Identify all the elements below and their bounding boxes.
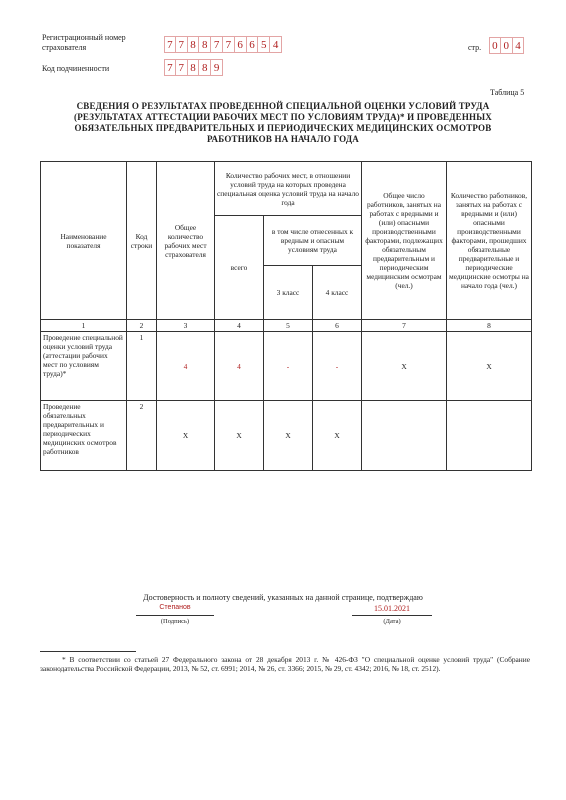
- subordination-code-label: Код подчиненности: [42, 64, 110, 73]
- page-digit[interactable]: 0: [489, 37, 501, 54]
- header-code: Код строки: [127, 162, 157, 320]
- row1-col6[interactable]: -: [313, 332, 362, 401]
- signature-block: [136, 604, 214, 625]
- colnum: 5: [264, 320, 313, 332]
- row1-col8: Х: [447, 332, 532, 401]
- row2-col4: Х: [215, 401, 264, 471]
- code-digit[interactable]: 8: [199, 59, 211, 76]
- row1-name: Проведение специальной оценки условий труда (аттестации рабочих мест по условиям труда)*: [41, 332, 127, 401]
- reg-number-label: Регистрационный номер страхователя: [42, 33, 126, 52]
- confirmation-text: Достоверность и полноту сведений, указанных на данной странице, подтверждаю: [143, 593, 423, 602]
- row1-col4[interactable]: 4: [215, 332, 264, 401]
- row2-col6: Х: [313, 401, 362, 471]
- row2-name: Проведение обязательных предварительных и периодических медицинских осмотров работников: [41, 401, 127, 471]
- reg-number-digit[interactable]: 7: [176, 36, 188, 53]
- reg-number-digit[interactable]: 6: [235, 36, 247, 53]
- row2-col8[interactable]: [447, 401, 532, 471]
- subordination-code-boxes[interactable]: [164, 59, 223, 76]
- row1-col5[interactable]: -: [264, 332, 313, 401]
- header-total: Общее количество рабочих мест страхователя: [157, 162, 215, 320]
- page-number-boxes[interactable]: [489, 37, 524, 54]
- reg-number-digit[interactable]: 5: [258, 36, 270, 53]
- colnum: 4: [215, 320, 264, 332]
- header-col7: Общее число работников, занятых на работах с вредными и (или) опасными производственными факторами, подлежащих обязательным предварительным и периодическим медицинским осмотрам (чел.): [362, 162, 447, 320]
- table-row: [41, 401, 532, 471]
- colnum: 8: [447, 320, 532, 332]
- signature-caption: (Подпись): [160, 618, 190, 625]
- row1-col3[interactable]: 4: [157, 332, 215, 401]
- header-class3: 3 класс: [264, 266, 313, 320]
- reg-number-digit[interactable]: 8: [188, 36, 200, 53]
- colnum: 2: [127, 320, 157, 332]
- page-digit[interactable]: 4: [513, 37, 525, 54]
- colnum: 6: [313, 320, 362, 332]
- row2-code: 2: [127, 401, 157, 471]
- colnum: 3: [157, 320, 215, 332]
- page-title: СВЕДЕНИЯ О РЕЗУЛЬТАТАХ ПРОВЕДЕННОЙ СПЕЦИАЛЬНОЙ ОЦЕНКИ УСЛОВИЙ ТРУДА (РЕЗУЛЬТАТАХ АТТЕСТАЦИИ РАБОЧИХ МЕСТ ПО УСЛОВИЯМ ТРУДА)* И ПРОВЕДЕННЫХ ОБЯЗАТЕЛЬНЫХ ПРЕДВАРИТЕЛЬНЫХ И ПЕРИОДИЧЕСКИХ МЕДИЦИНСКИХ ОСМОТРОВ РАБОТНИКОВ НА НАЧАЛО ГОДА: [74, 101, 492, 144]
- header-group: Количество рабочих мест, в отношении условий труда на которых проведена специальная оценка условий труда на начало года: [215, 162, 362, 216]
- results-table: [40, 161, 532, 471]
- footnote-divider: [40, 651, 136, 652]
- code-digit[interactable]: 7: [176, 59, 188, 76]
- page-digit[interactable]: 0: [501, 37, 513, 54]
- code-digit[interactable]: 8: [188, 59, 200, 76]
- reg-number-digit[interactable]: 7: [223, 36, 235, 53]
- colnum: 1: [41, 320, 127, 332]
- table-row: [41, 332, 532, 401]
- reg-number-digit[interactable]: 7: [211, 36, 223, 53]
- date-block: [352, 604, 432, 625]
- row1-code: 1: [127, 332, 157, 401]
- code-digit[interactable]: 9: [211, 59, 223, 76]
- code-digit[interactable]: 7: [164, 59, 176, 76]
- page-label: стр.: [468, 43, 482, 52]
- header-incl: в том числе отнесенных к вредным и опасным условиям труда: [264, 216, 362, 266]
- colnum: 7: [362, 320, 447, 332]
- header-name: Наименование показателя: [41, 162, 127, 320]
- row2-col3: Х: [157, 401, 215, 471]
- row1-col7: Х: [362, 332, 447, 401]
- date-caption: (Дата): [383, 618, 401, 625]
- table-number: Таблица 5: [490, 88, 525, 97]
- date-value[interactable]: 15.01.2021: [352, 604, 432, 616]
- signature-value[interactable]: Степанов: [136, 604, 214, 616]
- reg-number-digit[interactable]: 6: [247, 36, 259, 53]
- header-col8: Количество работников, занятых на работах с вредными и (или) опасными производственными факторами, прошедших обязательные предварительные и периодические медицинские осмотры на начало года (чел.): [447, 162, 532, 320]
- row2-col7[interactable]: [362, 401, 447, 471]
- reg-number-digit[interactable]: 8: [199, 36, 211, 53]
- reg-number-digit[interactable]: 4: [270, 36, 282, 53]
- reg-number-boxes[interactable]: [164, 36, 282, 53]
- row2-col5: Х: [264, 401, 313, 471]
- header-all: всего: [215, 216, 264, 320]
- header-class4: 4 класс: [313, 266, 362, 320]
- footnote: * В соответствии со статьей 27 Федерального закона от 28 декабря 2013 г. № 426-ФЗ "О специальной оценке условий труда" (Собрание законодательства Российской Федерации, 2013, № 52, ст. 6991; 2014, № 26, ст. 3366; 2015, № 29, ст. 4342; 2016, № 18, ст. 2512).: [40, 655, 530, 674]
- reg-number-digit[interactable]: 7: [164, 36, 176, 53]
